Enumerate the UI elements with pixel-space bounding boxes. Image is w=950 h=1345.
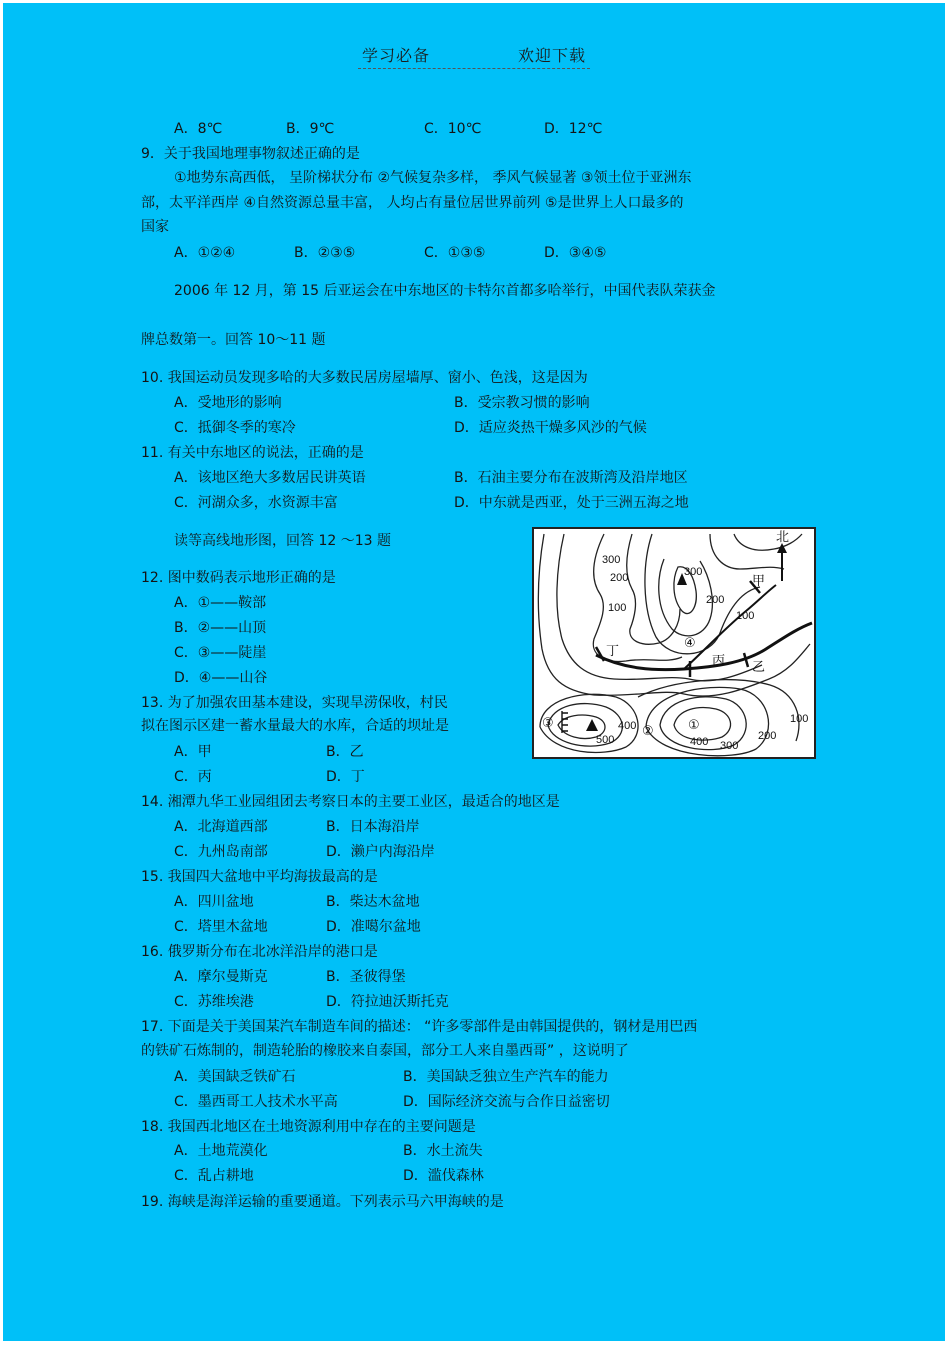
- page-header: [3, 43, 945, 73]
- text-line: 部，太平洋西岸 ④自然资源总量丰富， 人均占有量位居世界前列 ⑤是世界上人口最多的: [141, 195, 684, 211]
- text-line: C．九州岛南部: [174, 844, 268, 860]
- text-line: A．甲: [174, 744, 212, 760]
- river-tributary: [684, 585, 776, 669]
- site-label-bing: 丙: [712, 654, 726, 669]
- site-label-yi: 乙: [752, 660, 766, 675]
- text-line: 的铁矿石炼制的，制造轮胎的橡胶来自泰国，部分工人来自墨西哥” ，这说明了: [141, 1043, 629, 1059]
- text-line: 2006 年 12 月，第 15 后亚运会在中东地区的卡特尔首都多哈举行，中国代表队荣获金: [174, 283, 716, 299]
- text-line: A．北海道西部: [174, 819, 268, 835]
- text-line: 17. 下面是关于美国某汽车制造车间的描述： “许多零部件是由韩国提供的，钢材是用巴西: [141, 1019, 698, 1035]
- header-left: 学习必备: [361, 46, 430, 65]
- contour-label: 400: [618, 720, 637, 732]
- contour-label: 400: [690, 736, 709, 748]
- text-line: C．①③⑤: [424, 245, 486, 261]
- text-line: D．中东就是西亚，处于三洲五海之地: [454, 495, 689, 511]
- text-line: ①地势东高西低， 呈阶梯状分布 ②气候复杂多样， 季风气候显著 ③领土位于亚洲东: [174, 170, 692, 186]
- text-line: 10. 我国运动员发现多哈的大多数民居房屋墙厚、窗小、色浅，这是因为: [141, 370, 588, 386]
- text-line: A．美国缺乏铁矿石: [174, 1069, 296, 1085]
- text-line: D．丁: [326, 769, 365, 785]
- contour-line: [734, 534, 802, 550]
- text-line: 11. 有关中东地区的说法，正确的是: [141, 445, 364, 461]
- text-line: A．摩尔曼斯克: [174, 969, 268, 985]
- contour-line: [538, 534, 810, 696]
- text-line: C．丙: [174, 769, 212, 785]
- text-line: B．日本海沿岸: [326, 819, 420, 835]
- peak-triangle-south: [586, 719, 598, 731]
- text-line: B．②③⑤: [294, 245, 356, 261]
- contour-label: 200: [706, 594, 725, 606]
- text-line: A．四川盆地: [174, 894, 254, 910]
- text-line: 9．关于我国地理事物叙述正确的是: [141, 146, 360, 162]
- text-line: C．河湖众多，水资源丰富: [174, 495, 338, 511]
- text-line: D．适应炎热干燥多风沙的气候: [454, 420, 647, 436]
- text-line: B．柴达木盆地: [326, 894, 420, 910]
- document-page: [3, 3, 945, 1341]
- text-line: C．塔里木盆地: [174, 919, 268, 935]
- text-line: A．该地区绝大多数居民讲英语: [174, 470, 366, 486]
- text-line: C．抵御冬季的寒冷: [174, 420, 296, 436]
- text-line: A．①②④: [174, 245, 236, 261]
- contour-label: 500: [596, 734, 615, 746]
- text-line: 拟在图示区建一蓄水量最大的水库，合适的坝址是: [141, 718, 449, 734]
- text-line: 国家: [141, 219, 169, 235]
- text-line: B．②——山顶: [174, 620, 267, 636]
- contour-line: [627, 534, 680, 644]
- site-label-ding: 丁: [606, 644, 620, 659]
- text-line: 13. 为了加强农田基本建设，实现旱涝保收，村民: [141, 695, 448, 711]
- contour-line: [710, 534, 784, 569]
- contour-label: 100: [790, 713, 809, 725]
- text-line: D．准噶尔盆地: [326, 919, 421, 935]
- text-line: B．石油主要分布在波斯湾及沿岸地区: [454, 470, 688, 486]
- marker-1: ①: [688, 718, 700, 733]
- text-line: C．乱占耕地: [174, 1168, 254, 1184]
- text-line: C．10℃: [424, 121, 482, 137]
- text-line: B．受宗教习惯的影响: [454, 395, 590, 411]
- text-line: D．濑户内海沿岸: [326, 844, 435, 860]
- text-line: 读等高线地形图，回答 12 ～13 题: [174, 533, 391, 549]
- text-line: 牌总数第一。回答 10～11 题: [141, 332, 326, 348]
- marker-4: ④: [684, 636, 696, 651]
- marker-3: ③: [542, 716, 554, 731]
- text-line: B．圣彼得堡: [326, 969, 406, 985]
- text-line: B．9℃: [286, 121, 335, 137]
- text-line: 14. 湘潭九华工业园组团去考察日本的主要工业区，最适合的地区是: [141, 794, 560, 810]
- contour-label: 100: [736, 610, 755, 622]
- north-label: 北: [776, 530, 790, 545]
- text-line: C．苏维埃港: [174, 994, 254, 1010]
- text-line: A．8℃: [174, 121, 223, 137]
- contour-label: 300: [684, 566, 703, 578]
- text-line: 18. 我国西北地区在土地资源利用中存在的主要问题是: [141, 1119, 476, 1135]
- text-line: A．①——鞍部: [174, 595, 267, 611]
- text-line: B．美国缺乏独立生产汽车的能力: [403, 1069, 609, 1085]
- text-line: A．土地荒漠化: [174, 1143, 268, 1159]
- contour-map: [532, 527, 816, 759]
- text-line: A．受地形的影响: [174, 395, 282, 411]
- text-line: D．国际经济交流与合作日益密切: [403, 1094, 610, 1110]
- text-line: 12. 图中数码表示地形正确的是: [141, 570, 336, 586]
- text-line: D．滥伐森林: [403, 1168, 484, 1184]
- text-line: 16. 俄罗斯分布在北冰洋沿岸的港口是: [141, 944, 378, 960]
- text-line: D．12℃: [544, 121, 603, 137]
- contour-label: 100: [608, 602, 627, 614]
- marker-2: ②: [642, 724, 654, 739]
- text-line: 15. 我国四大盆地中平均海拔最高的是: [141, 869, 378, 885]
- text-line: B．乙: [326, 744, 364, 760]
- cliff-mark: [562, 711, 568, 733]
- contour-line: [645, 534, 760, 654]
- contour-label: 200: [610, 572, 629, 584]
- text-line: D．符拉迪沃斯托克: [326, 994, 449, 1010]
- text-line: B．水土流失: [403, 1143, 483, 1159]
- contour-label: 300: [602, 554, 621, 566]
- text-line: 19. 海峡是海洋运输的重要通道。下列表示马六甲海峡的是: [141, 1194, 504, 1210]
- site-label-jia: 甲: [752, 574, 766, 589]
- header-right: 欢迎下载: [518, 46, 587, 65]
- text-line: C．③——陡崖: [174, 645, 267, 661]
- contour-map-svg: [534, 529, 814, 757]
- text-line: D．④——山谷: [174, 670, 268, 686]
- text-line: D．③④⑤: [544, 245, 607, 261]
- text-line: C．墨西哥工人技术水平高: [174, 1094, 338, 1110]
- contour-line: [557, 534, 762, 681]
- contour-label: 200: [758, 730, 777, 742]
- contour-label: 300: [720, 740, 739, 752]
